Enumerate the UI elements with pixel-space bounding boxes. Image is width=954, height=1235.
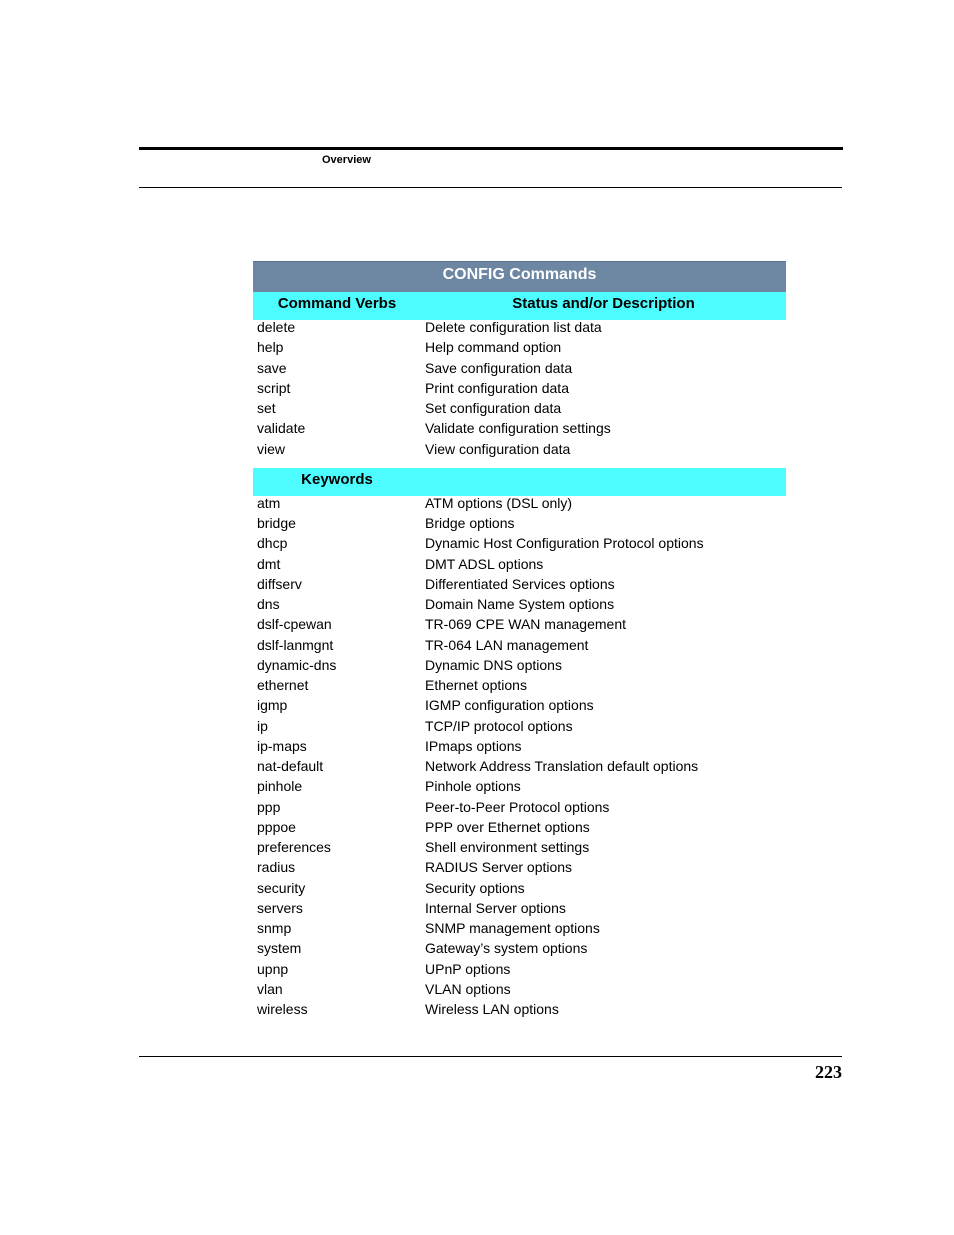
header-bottom-rule [139,187,842,188]
command-description: Network Address Translation default options [425,758,699,774]
verbs-header-row [253,292,786,320]
command-description: Gateway’s system options [425,940,588,957]
command-description: IGMP configuration options [425,697,594,714]
command-name: snmp [257,920,292,936]
keyword-row [253,921,786,941]
command-description: View configuration data [425,440,571,457]
command-name: save [257,359,287,376]
keyword-row [253,840,786,860]
keyword-row [253,941,786,961]
keyword-row [253,800,786,820]
command-name: ip [257,717,268,734]
verb-row [253,401,786,421]
command-description: VLAN options [425,980,511,997]
keyword-row [253,820,786,840]
command-name: ip-maps [257,737,307,754]
command-name: wireless [257,1001,308,1017]
command-description: Security options [425,879,525,896]
command-name: pppoe [257,818,296,835]
command-name: help [257,339,284,356]
keyword-row [253,678,786,698]
keyword-row [253,638,786,658]
keyword-row [253,881,786,901]
command-description: Validate configuration settings [425,420,611,437]
keyword-row [253,860,786,880]
command-name: dslf-cpewan [257,616,332,633]
command-name: servers [257,899,303,916]
command-description: Dynamic DNS options [425,656,562,673]
command-description: IPmaps options [425,737,522,754]
keyword-row [253,597,786,617]
keyword-row [253,658,786,678]
command-name: atm [257,494,281,511]
command-description: Internal Server options [425,899,566,916]
keywords-header-row [253,468,786,496]
keyword-row [253,516,786,536]
command-name: script [257,379,291,396]
page-number: 223 [815,1062,842,1082]
verb-row [253,442,786,462]
command-name: nat-default [257,758,324,774]
command-name: delete [257,319,296,335]
command-name: view [257,440,286,457]
command-description: Shell environment settings [425,839,590,855]
command-description: Ethernet options [425,677,527,693]
keyword-row [253,698,786,718]
command-description: Save configuration data [425,359,573,376]
command-description: RADIUS Server options [425,859,573,876]
command-description: TR-064 LAN management [425,636,589,653]
table-title-row [253,261,786,292]
command-description: Print configuration data [425,379,569,396]
keywords-header-col2 [421,468,786,496]
command-name: diffserv [257,575,302,592]
command-name: dmt [257,555,281,572]
command-description: Dynamic Host Configuration Protocol options [425,535,704,552]
command-description: TCP/IP protocol options [425,717,573,734]
config-commands-table [253,261,786,1022]
keyword-row [253,496,786,516]
command-name: igmp [257,697,288,714]
keywords-header-col1: Keywords [301,470,373,488]
command-name: validate [257,420,306,437]
command-name: ethernet [257,677,309,693]
command-name: pinhole [257,778,303,795]
command-name: preferences [257,839,331,855]
footer-rule [139,1056,842,1057]
command-name: set [257,400,276,416]
verbs-header-col1: Command Verbs [277,295,397,312]
keyword-row [253,982,786,1002]
keyword-row [253,719,786,739]
keyword-row [253,779,786,799]
command-name: upnp [257,960,289,977]
keyword-row [253,536,786,556]
command-name: vlan [257,980,283,997]
keyword-row [253,1002,786,1022]
command-description: Bridge options [425,515,515,531]
table-title: CONFIG Commands [442,266,597,283]
verbs-list [253,320,786,468]
verb-row [253,421,786,441]
command-description: Pinhole options [425,778,521,795]
keyword-row [253,557,786,577]
header-top-rule [139,147,843,150]
command-name: dynamic-dns [257,656,337,673]
verb-row [253,320,786,340]
command-name: dns [257,596,280,612]
keyword-row [253,759,786,779]
command-name: ppp [257,798,281,815]
command-name: radius [257,859,296,876]
command-name: dhcp [257,535,288,552]
keyword-row [253,962,786,982]
command-description: Peer-to-Peer Protocol options [425,798,610,815]
command-description: Set configuration data [425,400,562,416]
command-description: DMT ADSL options [425,555,544,572]
command-description: TR-069 CPE WAN management [425,616,626,633]
command-description: Help command option [425,339,562,356]
command-name: security [257,879,306,896]
keywords-list [253,496,786,1023]
command-description: SNMP management options [425,920,600,936]
command-description: PPP over Ethernet options [425,818,590,835]
command-description: Differentiated Services options [425,575,615,592]
command-description: Delete configuration list data [425,319,602,335]
verbs-header-col2: Status and/or Description [512,295,695,312]
command-description: Domain Name System options [425,596,615,612]
command-name: dslf-lanmgnt [257,636,334,653]
verb-row [253,361,786,381]
command-name: bridge [257,515,296,531]
verb-row [253,340,786,360]
keyword-row [253,739,786,759]
command-description: ATM options (DSL only) [425,494,573,511]
keyword-row [253,901,786,921]
command-description: Wireless LAN options [425,1001,559,1017]
keyword-row [253,577,786,597]
command-name: system [257,940,302,957]
verb-row [253,381,786,401]
running-header: Overview [322,154,371,166]
keyword-row [253,617,786,637]
command-description: UPnP options [425,960,511,977]
